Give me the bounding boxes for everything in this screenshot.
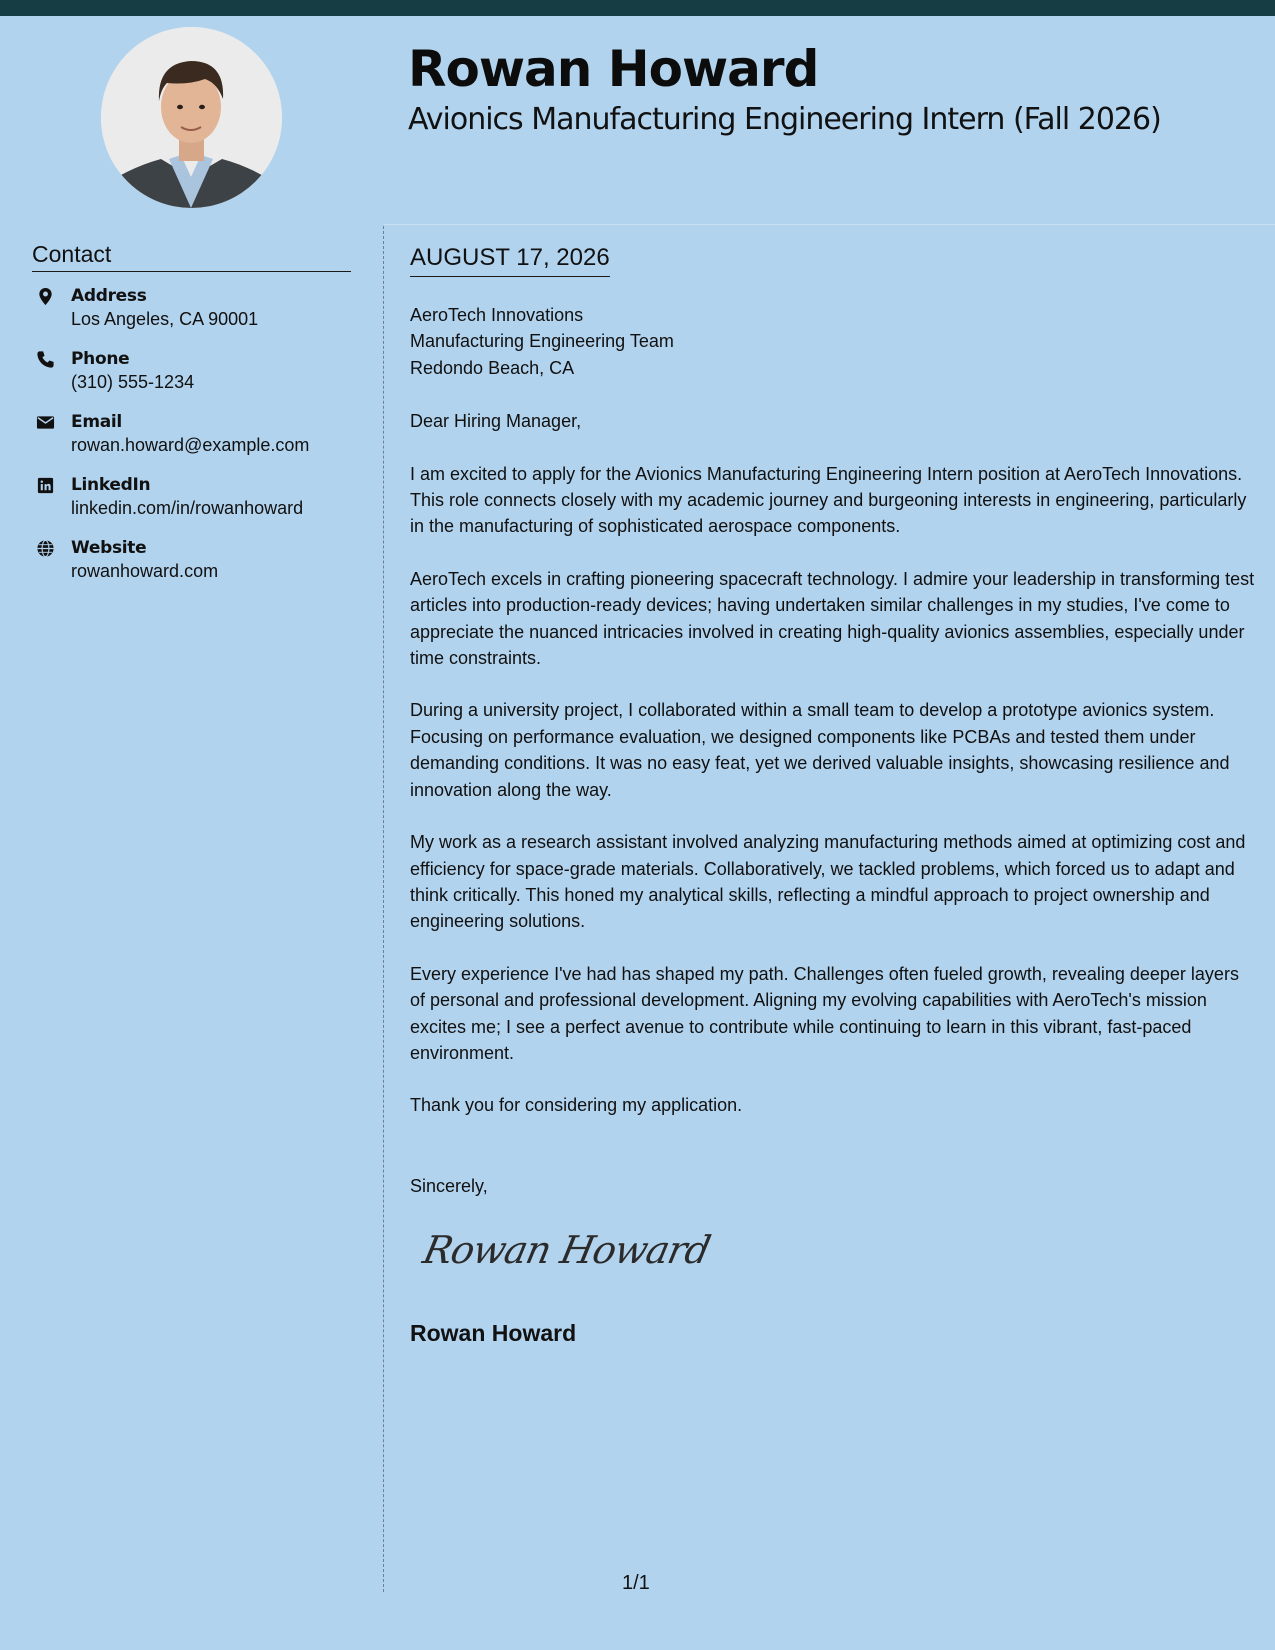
paragraph: Every experience I've had has shaped my path. Challenges often fueled growth, revealing deeper layers of personal and professional development. Aligning my evolving capabilities with AeroTech's mission excites me; I see a perfect avenue to contribute while continuing to learn in this vibrant, fast-paced environment. xyxy=(410,963,1239,1063)
recipient-line: Redondo Beach, CA xyxy=(410,357,575,378)
salutation: Dear Hiring Manager, xyxy=(410,411,582,432)
contact-label: Phone xyxy=(71,349,130,369)
map-pin-icon xyxy=(35,286,55,306)
recipient-line: AeroTech Innovations xyxy=(410,305,584,325)
contact-value: linkedin.com/in/rowanhoward xyxy=(71,498,304,518)
contact-address xyxy=(32,285,362,348)
paragraph: Thank you for considering my application. xyxy=(410,1095,743,1116)
paragraph: During a university project, I collaborated within a small team to develop a prototype avionics system. Focusing on performance evaluation, we designed components like PCBAs and tested them under demanding conditions. It was no easy feat, yet we derived valuable insights, showcasing resilience and innovation along the way. xyxy=(410,700,1230,800)
contact-label: LinkedIn xyxy=(71,475,151,495)
contact-value: rowanhoward.com xyxy=(71,561,219,581)
contact-website xyxy=(32,537,362,600)
envelope-icon xyxy=(35,412,55,432)
letter-body xyxy=(410,302,1256,1199)
column-divider xyxy=(383,226,384,1592)
contact-linkedin xyxy=(32,474,362,537)
recipient-block xyxy=(410,302,1256,381)
top-bar xyxy=(0,0,1275,16)
job-title: Avionics Manufacturing Engineering Intern (Fall 2026) xyxy=(408,102,1161,137)
signer-name: Rowan Howard xyxy=(410,1320,577,1346)
contact-list xyxy=(32,285,362,600)
applicant-name: Rowan Howard xyxy=(408,40,819,98)
contact-heading: Contact xyxy=(32,241,351,272)
contact-label: Email xyxy=(71,412,122,432)
contact-value: rowan.howard@example.com xyxy=(71,435,310,455)
recipient-line: Manufacturing Engineering Team xyxy=(410,331,674,352)
handwritten-signature: Rowan Howard xyxy=(419,1228,714,1272)
contact-email xyxy=(32,411,362,474)
linkedin-icon xyxy=(35,475,55,495)
paragraph: I am excited to apply for the Avionics Manufacturing Engineering Intern position at AeroTech Innovations. This role connects closely with my academic journey and burgeoning interests in engineering, particularly in the manufacturing of sophisticated aerospace components. xyxy=(410,463,1247,537)
profile-photo-image xyxy=(101,27,282,208)
contact-label: Website xyxy=(71,538,147,558)
contact-label: Address xyxy=(71,286,147,306)
contact-phone xyxy=(32,348,362,411)
contact-value: (310) 555-1234 xyxy=(71,372,195,392)
page-number: 1/1 xyxy=(622,1572,650,1594)
phone-icon xyxy=(35,349,55,369)
paragraph: My work as a research assistant involved analyzing manufacturing methods aimed at optimizing cost and efficiency for space-grade materials. Collaboratively, we tackled problems, which forced us to adapt and think critically. This honed my analytical skills, reflecting a mindful approach to project ownership and engineering solutions. xyxy=(410,832,1246,932)
closing: Sincerely, xyxy=(410,1175,488,1196)
header-divider xyxy=(384,224,1275,225)
paragraph: AeroTech excels in crafting pioneering spacecraft technology. I admire your leadership in transforming test articles into production-ready devices; having undertaken similar challenges in my studies, I've come to appreciate the nuanced intricacies involved in creating high-quality avionics assemblies, especially under time constraints. xyxy=(410,568,1255,669)
contact-value: Los Angeles, CA 90001 xyxy=(71,309,259,329)
letter-date: AUGUST 17, 2026 xyxy=(410,244,610,277)
profile-photo xyxy=(101,27,282,208)
globe-icon xyxy=(35,538,55,558)
